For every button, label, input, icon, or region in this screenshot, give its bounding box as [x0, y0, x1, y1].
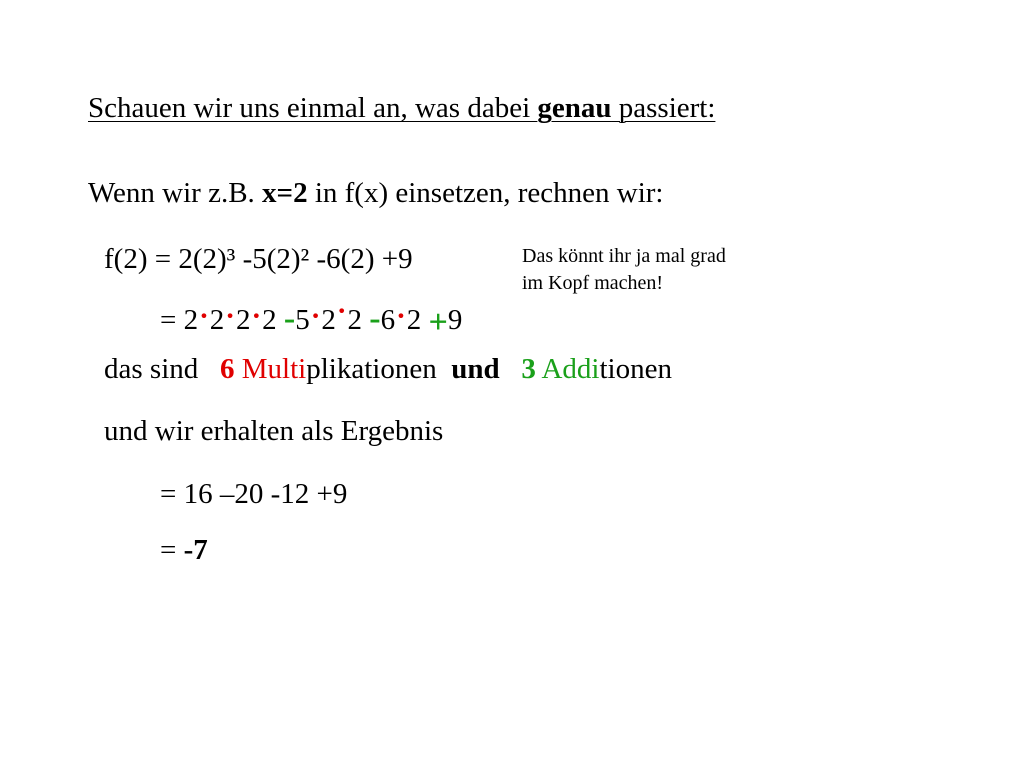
- expansion-term: 2: [321, 304, 336, 336]
- side-note-line-2: im Kopf machen!: [522, 272, 664, 294]
- add-count: 3: [521, 353, 536, 385]
- result-label: und wir erhalten als Ergebnis: [104, 415, 444, 447]
- mult-dot: ·: [336, 295, 347, 327]
- intro-x-value: x=2: [262, 177, 308, 209]
- function-equation: f(2) = 2(2)³ -5(2)² -6(2) +9: [104, 243, 413, 275]
- expansion-equals: =: [160, 304, 177, 336]
- expansion-term: 2: [209, 304, 225, 336]
- mult-word-rest: plikationen: [306, 353, 452, 385]
- minus-sign: -: [283, 300, 296, 337]
- intro-text-1: Wenn wir z.B.: [88, 177, 263, 209]
- mult-dot: ·: [396, 300, 406, 332]
- plus-sign: +: [428, 304, 448, 341]
- intro-line: [88, 179, 663, 208]
- expansion-term: 2: [235, 304, 251, 336]
- count-gap: [500, 353, 522, 385]
- mult-dot: ·: [251, 300, 262, 332]
- result-step-2: [160, 536, 208, 565]
- mult-dot: ·: [310, 300, 321, 332]
- expansion-term: 2: [347, 304, 363, 336]
- expansion-term: 2: [406, 304, 422, 336]
- mult-dot: ·: [199, 300, 209, 332]
- expansion-term: 2: [183, 304, 199, 336]
- slide-heading: [88, 94, 715, 123]
- expansion-term: 2: [262, 304, 277, 336]
- count-prefix: das sind: [104, 353, 220, 385]
- expansion-term: 6: [380, 304, 396, 336]
- expansion-term: 9: [447, 304, 463, 336]
- add-word-highlight: Addi: [535, 353, 600, 385]
- heading-text-2: passiert:: [611, 92, 716, 124]
- minus-sign: -: [369, 300, 381, 337]
- mult-dot: ·: [225, 300, 235, 332]
- mult-word-highlight: Multi: [234, 353, 307, 385]
- operation-count: [104, 355, 672, 384]
- heading-emphasis: genau: [537, 92, 612, 124]
- mult-count: 6: [220, 353, 235, 385]
- add-word-rest: tionen: [599, 353, 672, 385]
- heading-text-1: Schauen wir uns einmal an, was dabei: [88, 92, 538, 124]
- final-result: -7: [183, 534, 208, 566]
- result-step-1: = 16 –20 -12 +9: [160, 478, 348, 510]
- side-note: [522, 243, 726, 297]
- result-equals: =: [160, 534, 184, 566]
- intro-text-2: in f(x) einsetzen, rechnen wir:: [307, 177, 664, 209]
- expansion-term: 5: [295, 304, 310, 336]
- und-word: und: [451, 353, 500, 385]
- expansion-line: [160, 295, 463, 341]
- side-note-line-1: Das könnt ihr ja mal grad: [522, 245, 726, 267]
